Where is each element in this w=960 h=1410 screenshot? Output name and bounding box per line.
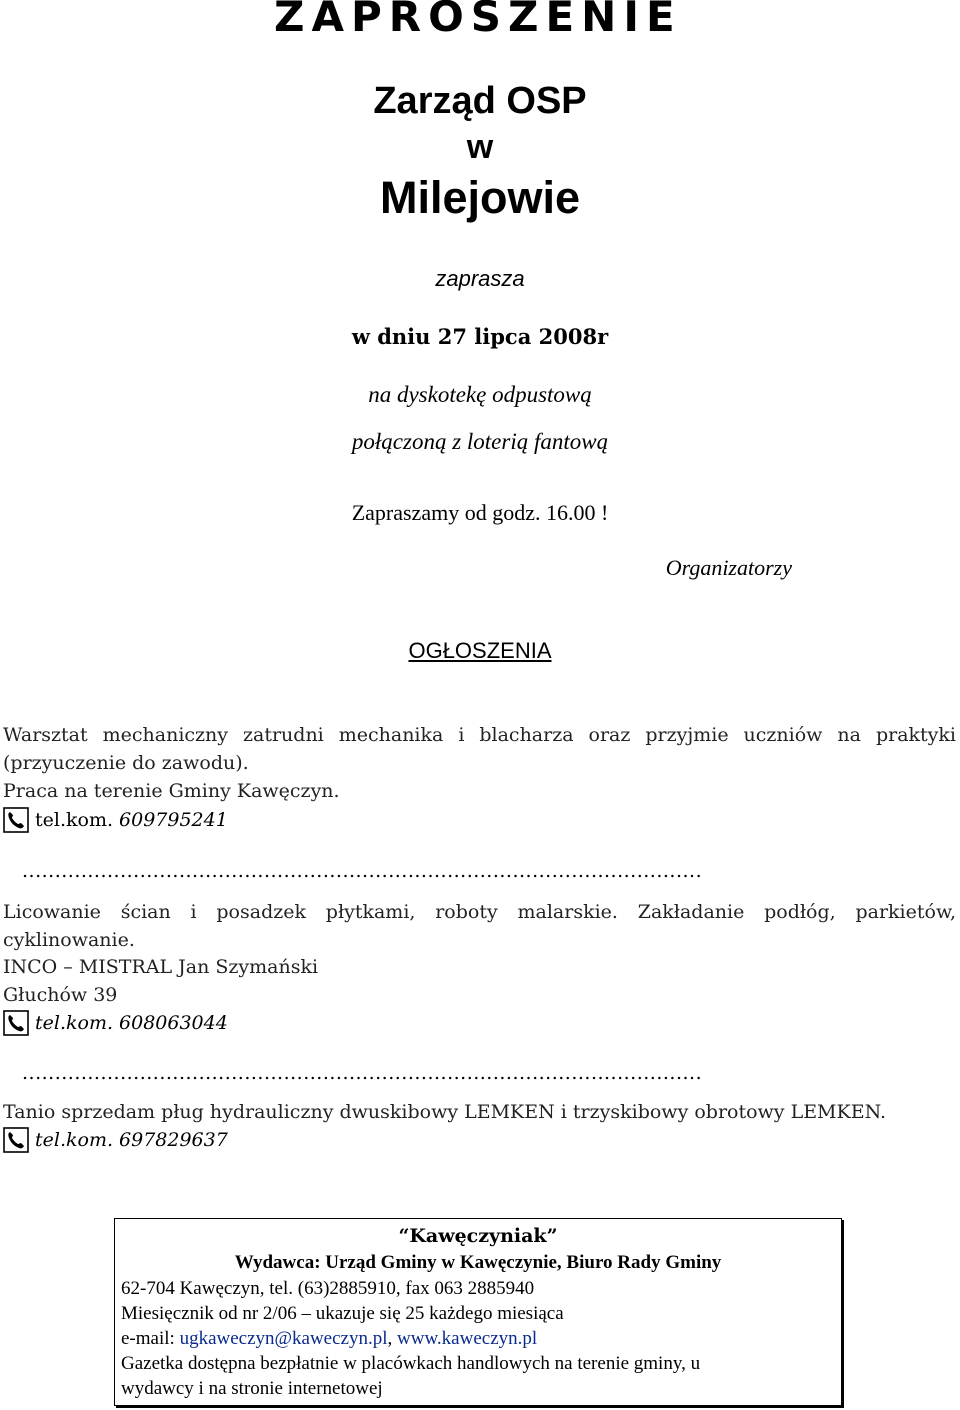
publisher-footer (114, 1218, 842, 1406)
ad1-line3: Praca na terenie Gminy Kawęczyn. (3, 780, 340, 802)
separator-2: ........................................................................................................ (22, 1062, 703, 1084)
frequency-line: Miesięcznik od nr 2/06 – ukazuje się 25 każdego miesiąca (121, 1303, 564, 1324)
availability-line-1: Gazetka dostępna bezpłatnie w placówkach handlowych na terenie gminy, u (121, 1353, 701, 1374)
website-link[interactable]: www.kaweczyn.pl (397, 1328, 538, 1349)
ad3-phone-label: tel.kom. (35, 1129, 114, 1151)
ad3-phone (3, 1126, 228, 1154)
organizer-line-3: Milejowie (379, 172, 581, 223)
email-label: e-mail: (121, 1328, 175, 1349)
event-description-1: na dyskotekę odpustową (368, 382, 592, 407)
availability-line-2: wydawcy i na stronie internetowej (121, 1378, 383, 1399)
event-date: w dniu 27 lipca 2008r (351, 324, 609, 349)
ad2-line3: INCO – MISTRAL Jan Szymański (3, 956, 319, 978)
ad1-line1: Warsztat mechaniczny zatrudni mechanika i blacharza oraz przyjmie uczniów na praktyki (3, 724, 956, 746)
contact-separator: , (387, 1328, 393, 1349)
ad2-phone-number: 608063044 (119, 1012, 228, 1034)
organizer-line-2: w (466, 128, 494, 166)
signature: Organizatorzy (665, 555, 792, 580)
announcements-heading: OGŁOSZENIA (408, 638, 552, 663)
ad2-phone-label: tel.kom. (35, 1012, 114, 1034)
ad3-line1: Tanio sprzedam pług hydrauliczny dwuskibowy LEMKEN i trzyskibowy obrotowy LEMKEN. (3, 1101, 887, 1123)
phone-icon (3, 807, 29, 833)
ad1-phone-label: tel.kom. (35, 809, 114, 831)
phone-icon (3, 1127, 29, 1153)
ad2-line4: Głuchów 39 (3, 984, 118, 1006)
newsletter-title: “Kawęczyniak” (398, 1225, 558, 1247)
event-description-2: połączoną z loterią fantową (351, 429, 609, 454)
ad1-phone (3, 806, 228, 834)
contact-line (121, 1328, 537, 1350)
ad3-phone-number: 697829637 (119, 1129, 228, 1151)
address-line: 62-704 Kawęczyn, tel. (63)2885910, fax 063 2885940 (121, 1278, 535, 1299)
page-title: ZAPROSZENIE (274, 0, 682, 41)
invites-text: zaprasza (435, 266, 525, 291)
ad2-phone (3, 1009, 228, 1037)
organizer-line-1: Zarząd OSP (373, 80, 587, 122)
phone-icon (3, 1010, 29, 1036)
publisher-info: Wydawca: Urząd Gminy w Kawęczynie, Biuro Rady Gminy (234, 1252, 722, 1273)
ad2-line1: Licowanie ścian i posadzek płytkami, roboty malarskie. Zakładanie podłóg, parkietów, (3, 901, 956, 923)
email-link[interactable]: ugkaweczyn@kaweczyn.pl (179, 1328, 388, 1349)
ad1-line2: (przyuczenie do zawodu). (3, 752, 249, 774)
ad1-phone-number: 609795241 (119, 809, 228, 831)
ad2-line2: cyklinowanie. (3, 929, 135, 951)
event-time: Zapraszamy od godz. 16.00 ! (351, 500, 609, 525)
separator-1: ........................................................................................................ (22, 860, 703, 882)
